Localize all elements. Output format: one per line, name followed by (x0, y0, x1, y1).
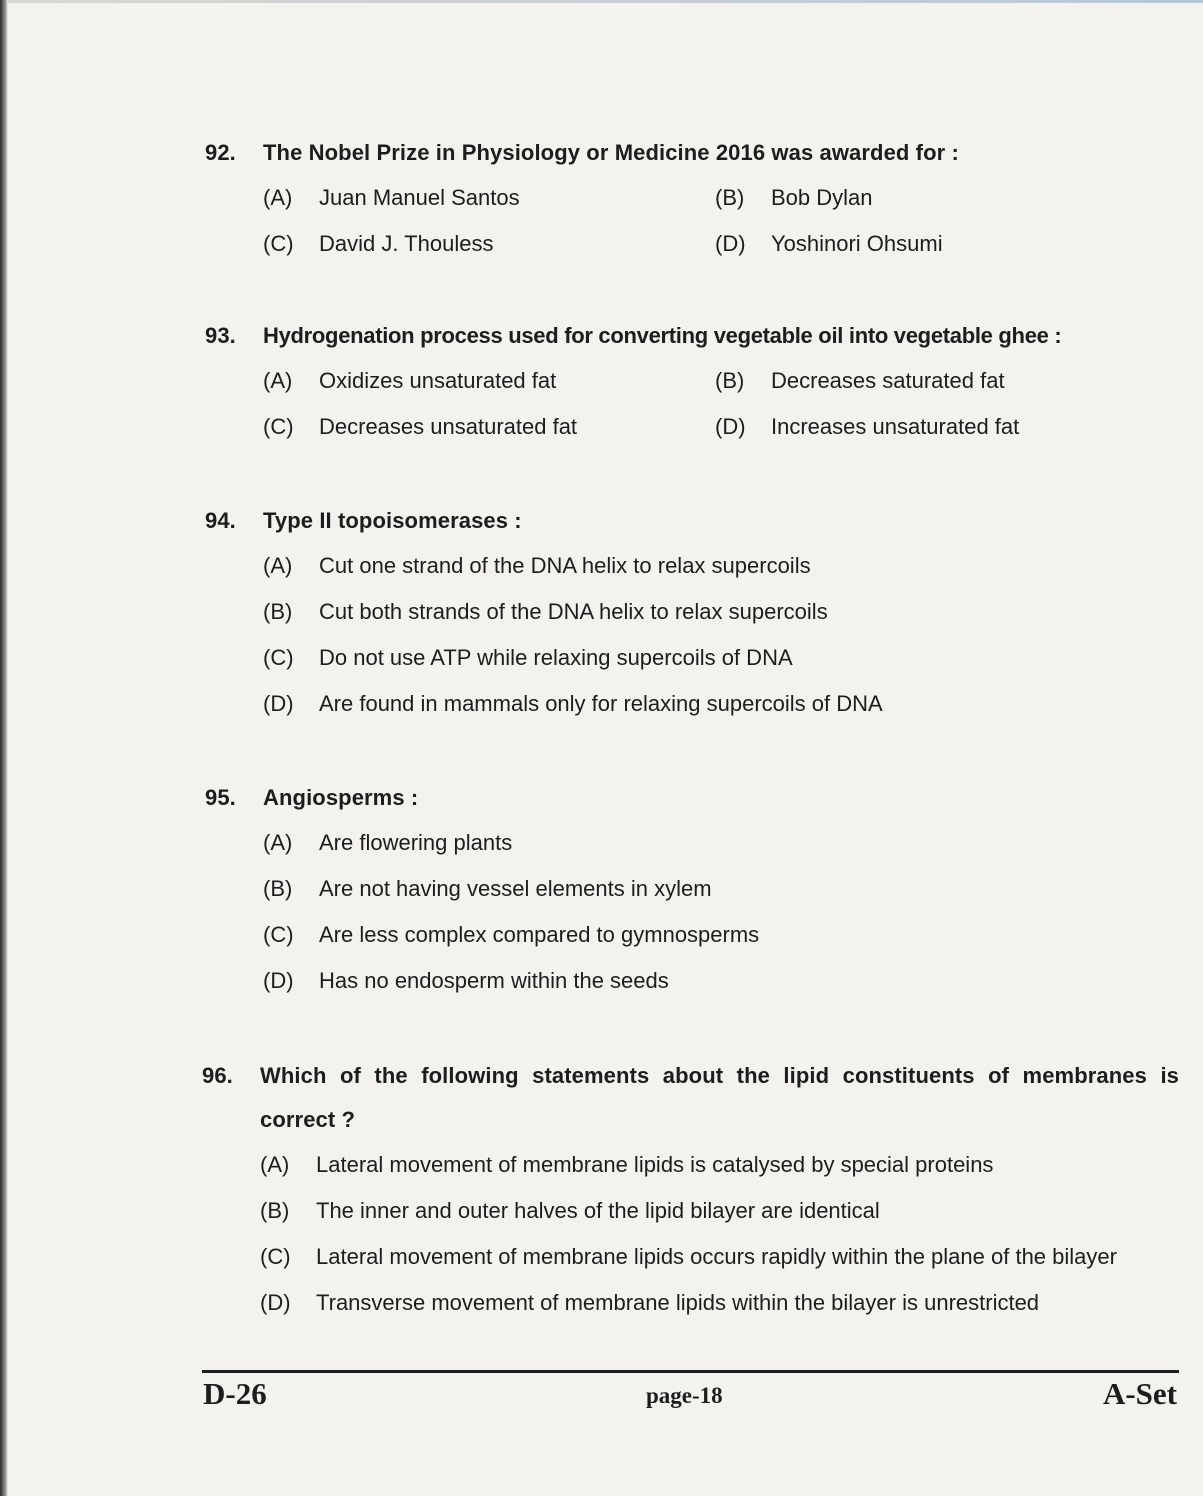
question-text: Which of the following statements about the lipid constituents of membranes is correct ? (260, 1063, 1179, 1132)
footer-rule (202, 1370, 1179, 1373)
question-stem (205, 131, 1190, 175)
question-stem (205, 776, 1190, 820)
options (263, 543, 1190, 727)
question-96 (202, 1054, 1179, 1326)
option-text: The inner and outer halves of the lipid bilayer are identical (316, 1198, 880, 1223)
option-c (263, 221, 715, 267)
option-b (263, 589, 1190, 635)
question-stem (205, 499, 1190, 543)
option-text: Are flowering plants (319, 830, 513, 855)
question-stem (205, 314, 1193, 358)
option-text: Are less complex compared to gymnosperms (319, 922, 760, 947)
option-a (263, 358, 715, 404)
option-label: (B) (263, 876, 293, 901)
question-stem (202, 1054, 1179, 1142)
question-number: 95. (205, 785, 236, 810)
option-d (263, 681, 1190, 727)
question-93 (205, 314, 1193, 450)
option-text: Has no endosperm within the seeds (319, 968, 669, 993)
scan-top-edge (8, 0, 1203, 3)
option-label: (D) (715, 231, 746, 256)
option-label: (D) (263, 968, 294, 993)
option-text: Lateral movement of membrane lipids is catalysed by special proteins (316, 1152, 994, 1177)
question-92 (205, 131, 1190, 267)
option-a (263, 543, 1190, 589)
option-a (260, 1142, 1179, 1188)
option-text: Lateral movement of membrane lipids occurs rapidly within the plane of the bilayer (316, 1244, 1117, 1269)
option-text: Oxidizes unsaturated fat (319, 368, 557, 393)
question-95 (205, 776, 1190, 1004)
option-text: Transverse movement of membrane lipids within the bilayer is unrestricted (316, 1290, 1040, 1315)
options (263, 358, 1193, 450)
scan-left-edge (0, 0, 8, 1496)
option-label: (A) (263, 185, 293, 210)
page-number: page-18 (646, 1383, 723, 1408)
option-text: Cut both strands of the DNA helix to relax supercoils (319, 599, 828, 624)
question-text: Hydrogenation process used for converting vegetable oil into vegetable ghee : (263, 323, 1062, 348)
option-text: Yoshinori Ohsumi (771, 231, 943, 256)
option-d (263, 958, 1190, 1004)
option-label: (B) (715, 368, 745, 393)
option-label: (A) (260, 1152, 290, 1177)
question-number: 93. (205, 323, 236, 348)
option-a (263, 175, 715, 221)
option-text: David J. Thouless (319, 231, 494, 256)
option-d (715, 221, 1185, 267)
option-label: (C) (263, 414, 294, 439)
option-text: Do not use ATP while relaxing supercoils of DNA (319, 645, 793, 670)
question-94 (205, 499, 1190, 727)
option-label: (C) (263, 231, 294, 256)
option-b (715, 175, 1185, 221)
options (263, 820, 1190, 1004)
booklet-code: D-26 (203, 1376, 267, 1411)
option-text: Juan Manuel Santos (319, 185, 520, 210)
option-label: (C) (260, 1244, 291, 1269)
question-text: Type II topoisomerases : (263, 508, 522, 533)
question-number: 94. (205, 508, 236, 533)
options (260, 1142, 1179, 1326)
option-label: (A) (263, 368, 293, 393)
option-b (263, 866, 1190, 912)
option-label: (B) (263, 599, 293, 624)
option-a (263, 820, 1190, 866)
question-text: The Nobel Prize in Physiology or Medicine 2016 was awarded for : (263, 140, 959, 165)
option-label: (A) (263, 553, 293, 578)
option-b (715, 358, 1185, 404)
option-label: (D) (263, 691, 294, 716)
option-d (715, 404, 1185, 450)
option-text: Are not having vessel elements in xylem (319, 876, 712, 901)
option-text: Increases unsaturated fat (771, 414, 1020, 439)
option-label: (D) (715, 414, 746, 439)
options (263, 175, 1190, 267)
option-c (260, 1234, 1179, 1280)
option-text: Bob Dylan (771, 185, 873, 210)
option-label: (B) (260, 1198, 290, 1223)
option-label: (C) (263, 645, 294, 670)
option-c (263, 912, 1190, 958)
option-d (260, 1280, 1179, 1326)
option-c (263, 635, 1190, 681)
option-c (263, 404, 715, 450)
question-number: 92. (205, 140, 236, 165)
option-text: Decreases unsaturated fat (319, 414, 578, 439)
option-label: (C) (263, 922, 294, 947)
question-number: 96. (202, 1063, 233, 1088)
option-text: Cut one strand of the DNA helix to relax supercoils (319, 553, 811, 578)
option-text: Are found in mammals only for relaxing supercoils of DNA (319, 691, 883, 716)
option-text: Decreases saturated fat (771, 368, 1005, 393)
option-label: (B) (715, 185, 745, 210)
option-label: (D) (260, 1290, 291, 1315)
set-label: A-Set (1102, 1376, 1177, 1411)
option-label: (A) (263, 830, 293, 855)
option-b (260, 1188, 1179, 1234)
question-text: Angiosperms : (263, 785, 419, 810)
